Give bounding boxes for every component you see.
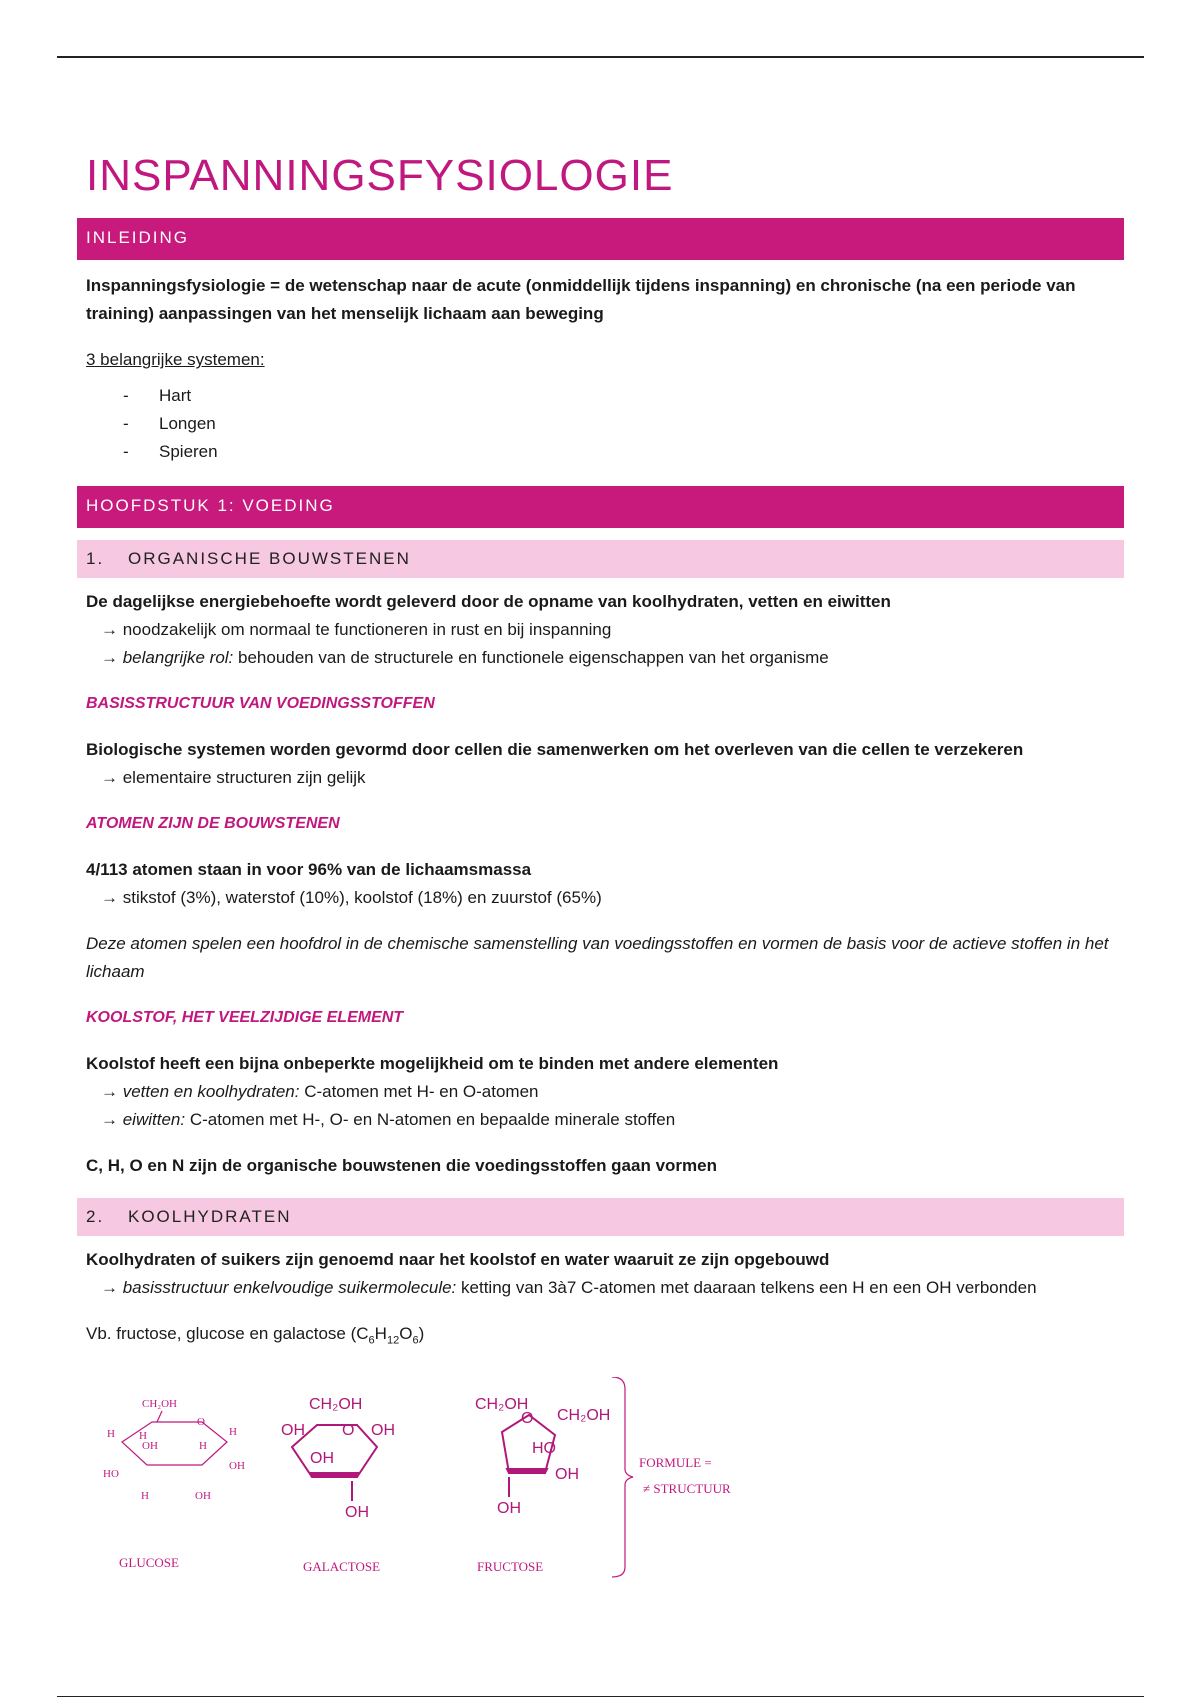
section-title: ORGANISCHE BOUWSTENEN — [128, 549, 411, 569]
svg-text:CH₂OH: CH₂OH — [142, 1397, 178, 1410]
svg-text:O: O — [521, 1409, 534, 1427]
svg-text:OH: OH — [310, 1449, 334, 1467]
galactose-label: GALACTOSE — [303, 1558, 381, 1574]
energy-arrow-2: → belangrijke rol: behouden van de structurele en functionele eigenschappen van het organisme — [101, 648, 829, 668]
bracket-shape — [612, 1377, 633, 1577]
carbon-arrow-2: → eiwitten: C-atomen met H-, O- en N-atomen en bepaalde minerale stoffen — [101, 1110, 676, 1130]
systems-list — [77, 382, 1124, 466]
svg-text:OH: OH — [371, 1421, 395, 1439]
svg-text:H: H — [141, 1489, 149, 1502]
svg-text:OH: OH — [555, 1465, 579, 1483]
energy-intro: De dagelijkse energiebehoefte wordt geleverd door de opname van koolhydraten, vetten en eiwitten — [86, 592, 891, 612]
section-header-organische-bouwstenen — [77, 540, 1124, 578]
svg-text:CH₂OH: CH₂OH — [475, 1395, 529, 1413]
glucose-ring — [122, 1422, 227, 1465]
svg-text:H: H — [139, 1429, 147, 1442]
systems-label: 3 belangrijke systemen: — [86, 350, 265, 370]
definition-text: Inspanningsfysiologie = de wetenschap naar de acute (onmiddellijk tijdens inspanning) en chronische (na een periode van training) aanpassingen van het menselijk lichaam aan beweging — [86, 276, 1076, 324]
document-body — [77, 140, 1124, 1592]
svg-text:OH: OH — [229, 1459, 245, 1472]
list-item: - Longen — [123, 414, 216, 434]
glucose-structure — [103, 1398, 245, 1502]
svg-text:H: H — [229, 1425, 237, 1438]
subheading-basisstructuur: BASISSTRUCTUUR VAN VOEDINGSSTOFFEN — [86, 695, 435, 713]
top-rule — [57, 56, 1144, 58]
galactose-structure — [281, 1396, 395, 1521]
organic-building-blocks-conclusion: C, H, O en N zijn de organische bouwstenen die voedingsstoffen gaan vormen — [86, 1156, 717, 1176]
formula-note-line-1: FORMULE = — [639, 1454, 712, 1470]
svg-text:OH: OH — [345, 1503, 369, 1521]
section-number: 2. — [86, 1207, 105, 1227]
bottom-rule — [57, 1696, 1144, 1697]
biological-systems-arrow: → elementaire structuren zijn gelijk — [101, 768, 366, 788]
list-item: - Hart — [123, 386, 192, 406]
svg-text:HO: HO — [103, 1467, 119, 1480]
svg-text:OH: OH — [142, 1439, 158, 1452]
list-item: - Spieren — [123, 442, 218, 462]
fructose-label: FRUCTOSE — [477, 1558, 544, 1574]
energy-arrow-1: → noodzakelijk om normaal te functioneren in rust en bij inspanning — [101, 620, 612, 640]
svg-text:OH: OH — [281, 1421, 305, 1439]
section-header-koolhydraten — [77, 1198, 1124, 1236]
carbon-arrow-1: → vetten en koolhydraten: C-atomen met H- en O-atomen — [101, 1082, 539, 1102]
biological-systems-text: Biologische systemen worden gevormd door cellen die samenwerken om het overleven van die cellen te verzekeren — [86, 740, 1024, 760]
section-header-inleiding: INLEIDING — [77, 218, 1124, 260]
subheading-koolstof: KOOLSTOF, HET VEELZIJDIGE ELEMENT — [86, 1009, 404, 1027]
atoms-text: 4/113 atomen staan in voor 96% van de lichaamsmassa — [86, 860, 532, 880]
section-title: KOOLHYDRATEN — [128, 1207, 292, 1227]
page-title: INSPANNINGSFYSIOLOGIE — [86, 151, 674, 200]
atoms-arrow: → stikstof (3%), waterstof (10%), koolstof (18%) en zuurstof (65%) — [101, 888, 602, 908]
carbon-text: Koolstof heeft een bijna onbeperkte mogelijkheid om te binden met andere elementen — [86, 1054, 779, 1074]
svg-text:CH₂OH: CH₂OH — [309, 1395, 363, 1413]
svg-text:O: O — [197, 1415, 205, 1428]
glucose-label: GLUCOSE — [119, 1554, 179, 1570]
svg-text:O: O — [342, 1421, 355, 1439]
svg-text:CH₂OH: CH₂OH — [557, 1406, 611, 1424]
formula-note-line-2: ≠ STRUCTUUR — [643, 1480, 731, 1496]
svg-text:HO: HO — [532, 1439, 556, 1457]
fructose-structure — [475, 1396, 610, 1517]
carbohydrates-example: Vb. fructose, glucose en galactose $(C_6H_{12}O_6)$ — [86, 1324, 425, 1347]
carbohydrates-arrow: → basisstructuur enkelvoudige suikermolecule: ketting van 3à7 C-atomen met daaraan telkens een H en een OH verbonden — [101, 1278, 1037, 1298]
carbohydrates-intro: Koolhydraten of suikers zijn genoemd naar het koolstof en water waaruit ze zijn opgebouwd — [86, 1250, 830, 1270]
svg-text:H: H — [199, 1439, 207, 1452]
svg-text:OH: OH — [195, 1489, 211, 1502]
chapter-header-voeding: HOOFDSTUK 1: VOEDING — [77, 486, 1124, 528]
atoms-italic-note: Deze atomen spelen een hoofdrol in de chemische samenstelling van voedingsstoffen en vormen de basis voor de actieve stoffen in het lichaam — [86, 934, 1109, 982]
svg-text:H: H — [107, 1427, 115, 1440]
section-number: 1. — [86, 549, 105, 569]
sugar-molecule-diagrams — [77, 1377, 1124, 1592]
subheading-atomen: ATOMEN ZIJN DE BOUWSTENEN — [86, 815, 340, 833]
svg-text:OH: OH — [497, 1499, 521, 1517]
